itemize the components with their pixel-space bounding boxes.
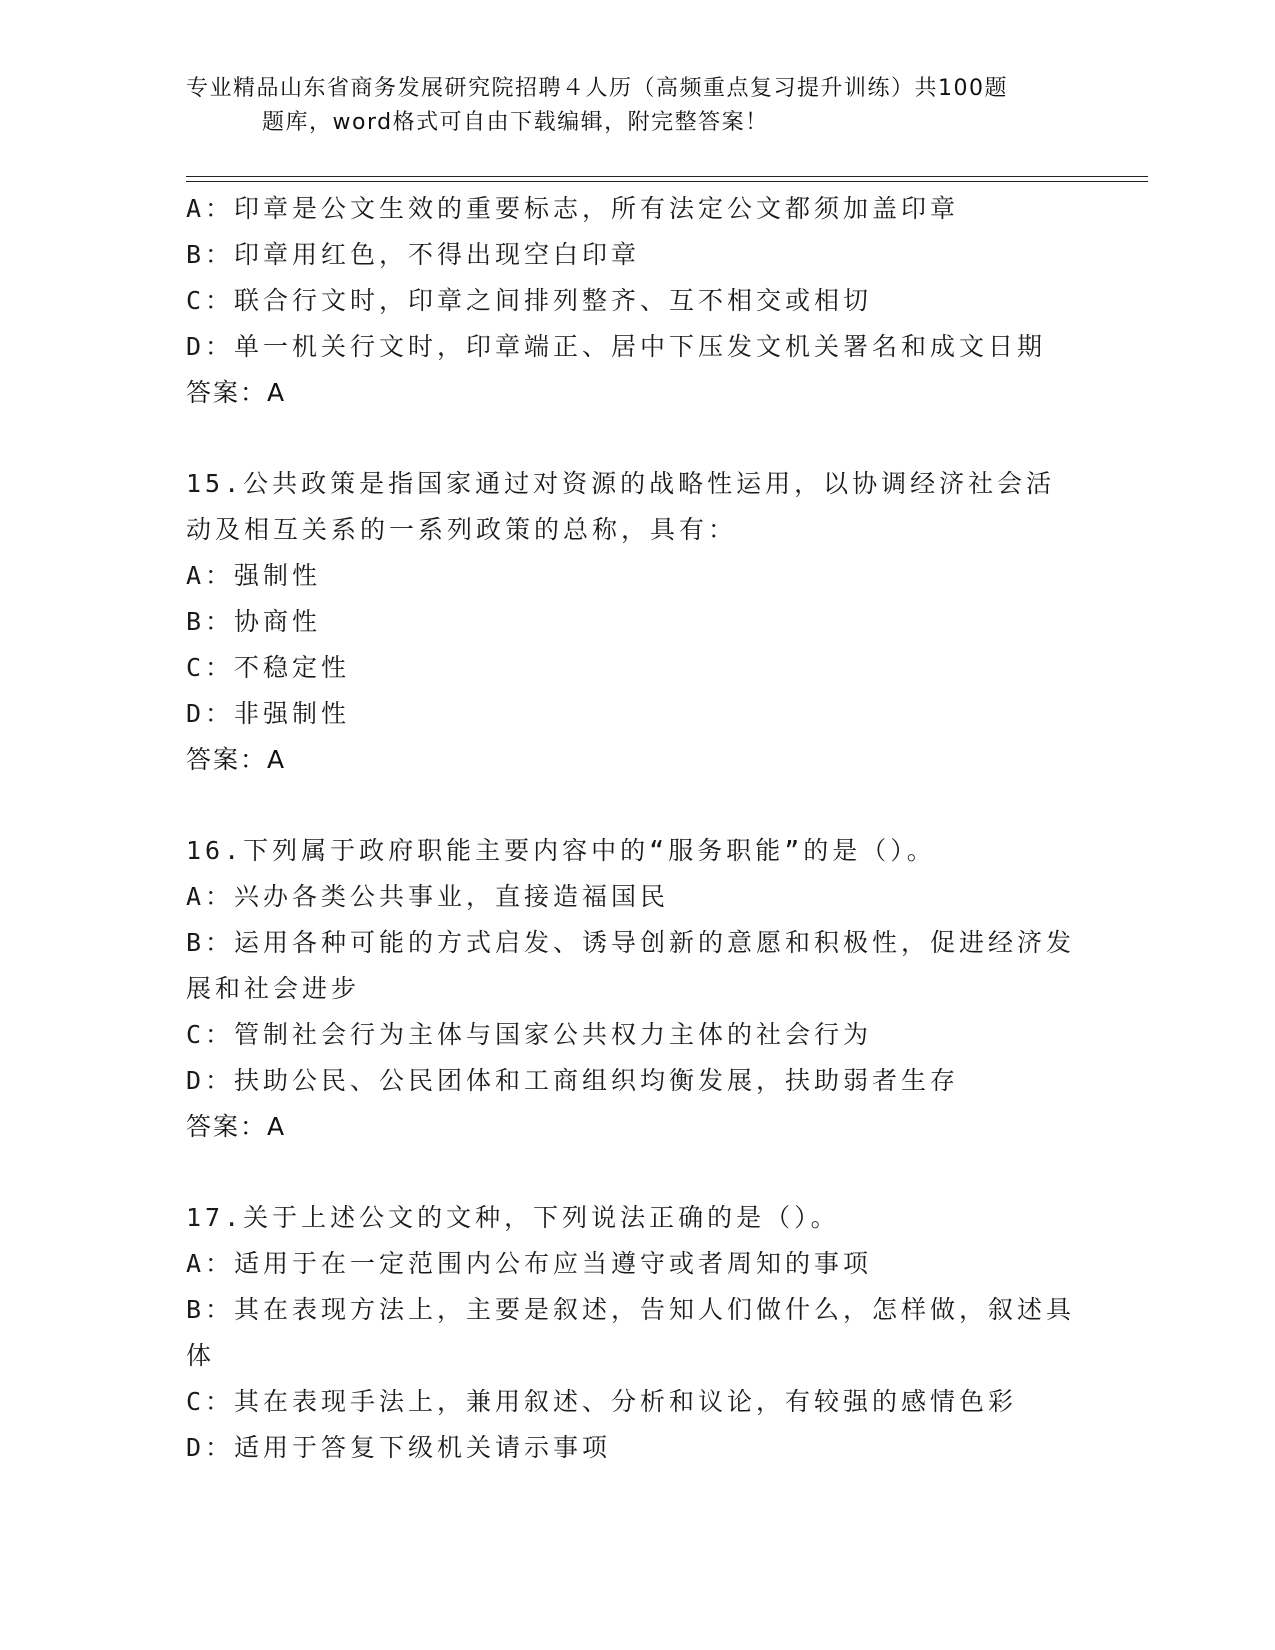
question-stem: 16.下列属于政府职能主要内容中的“服务职能”的是（）。 (186, 836, 936, 865)
question-stem: 15.公共政策是指国家通过对资源的战略性运用，以协调经济社会活动及相互关系的一系列政策的总称，具有： (186, 469, 1056, 544)
spacer (186, 416, 1086, 461)
option-a: A：印章是公文生效的重要标志，所有法定公文都须加盖印章 (186, 194, 960, 223)
option-b: B：运用各种可能的方式启发、诱导创新的意愿和积极性，促进经济发展和社会进步 (186, 928, 1076, 1003)
question-17 (186, 1195, 1086, 1471)
answer: 答案：A (186, 378, 287, 407)
option-b: B：协商性 (186, 607, 322, 636)
header-title-line-2: 题库，word格式可自由下载编辑，附完整答案！ (262, 110, 769, 135)
option-c: C：其在表现手法上，兼用叙述、分析和议论，有较强的感情色彩 (186, 1387, 1018, 1416)
question-list (186, 186, 1086, 1471)
question-15 (186, 461, 1086, 783)
option-c: C：联合行文时，印章之间排列整齐、互不相交或相切 (186, 286, 873, 315)
question-14 (186, 186, 1086, 416)
question-stem: 17.关于上述公文的文种，下列说法正确的是（）。 (186, 1203, 840, 1232)
answer: 答案：A (186, 745, 287, 774)
option-c: C：不稳定性 (186, 653, 351, 682)
option-b: B：其在表现方法上，主要是叙述，告知人们做什么，怎样做，叙述具体 (186, 1295, 1076, 1370)
option-b: B：印章用红色，不得出现空白印章 (186, 240, 641, 269)
header-title-line-1: 专业精品山东省商务发展研究院招聘４人历（高频重点复习提升训练）共100题 (186, 76, 1008, 101)
option-c: C：管制社会行为主体与国家公共权力主体的社会行为 (186, 1020, 873, 1049)
question-16 (186, 828, 1086, 1150)
option-a: A：兴办各类公共事业，直接造福国民 (186, 882, 670, 911)
option-a: A：适用于在一定范围内公布应当遵守或者周知的事项 (186, 1249, 873, 1278)
option-d: D：单一机关行文时，印章端正、居中下压发文机关署名和成文日期 (186, 332, 1047, 361)
option-d: D：扶助公民、公民团体和工商组织均衡发展，扶助弱者生存 (186, 1066, 960, 1095)
option-d: D：非强制性 (186, 699, 351, 728)
header-divider-top (186, 176, 1148, 177)
header-divider-bottom (186, 181, 1148, 182)
option-d: D：适用于答复下级机关请示事项 (186, 1433, 612, 1462)
spacer (186, 783, 1086, 828)
spacer (186, 1150, 1086, 1195)
document-header (186, 72, 1086, 140)
answer: 答案：A (186, 1112, 287, 1141)
option-a: A：强制性 (186, 561, 322, 590)
